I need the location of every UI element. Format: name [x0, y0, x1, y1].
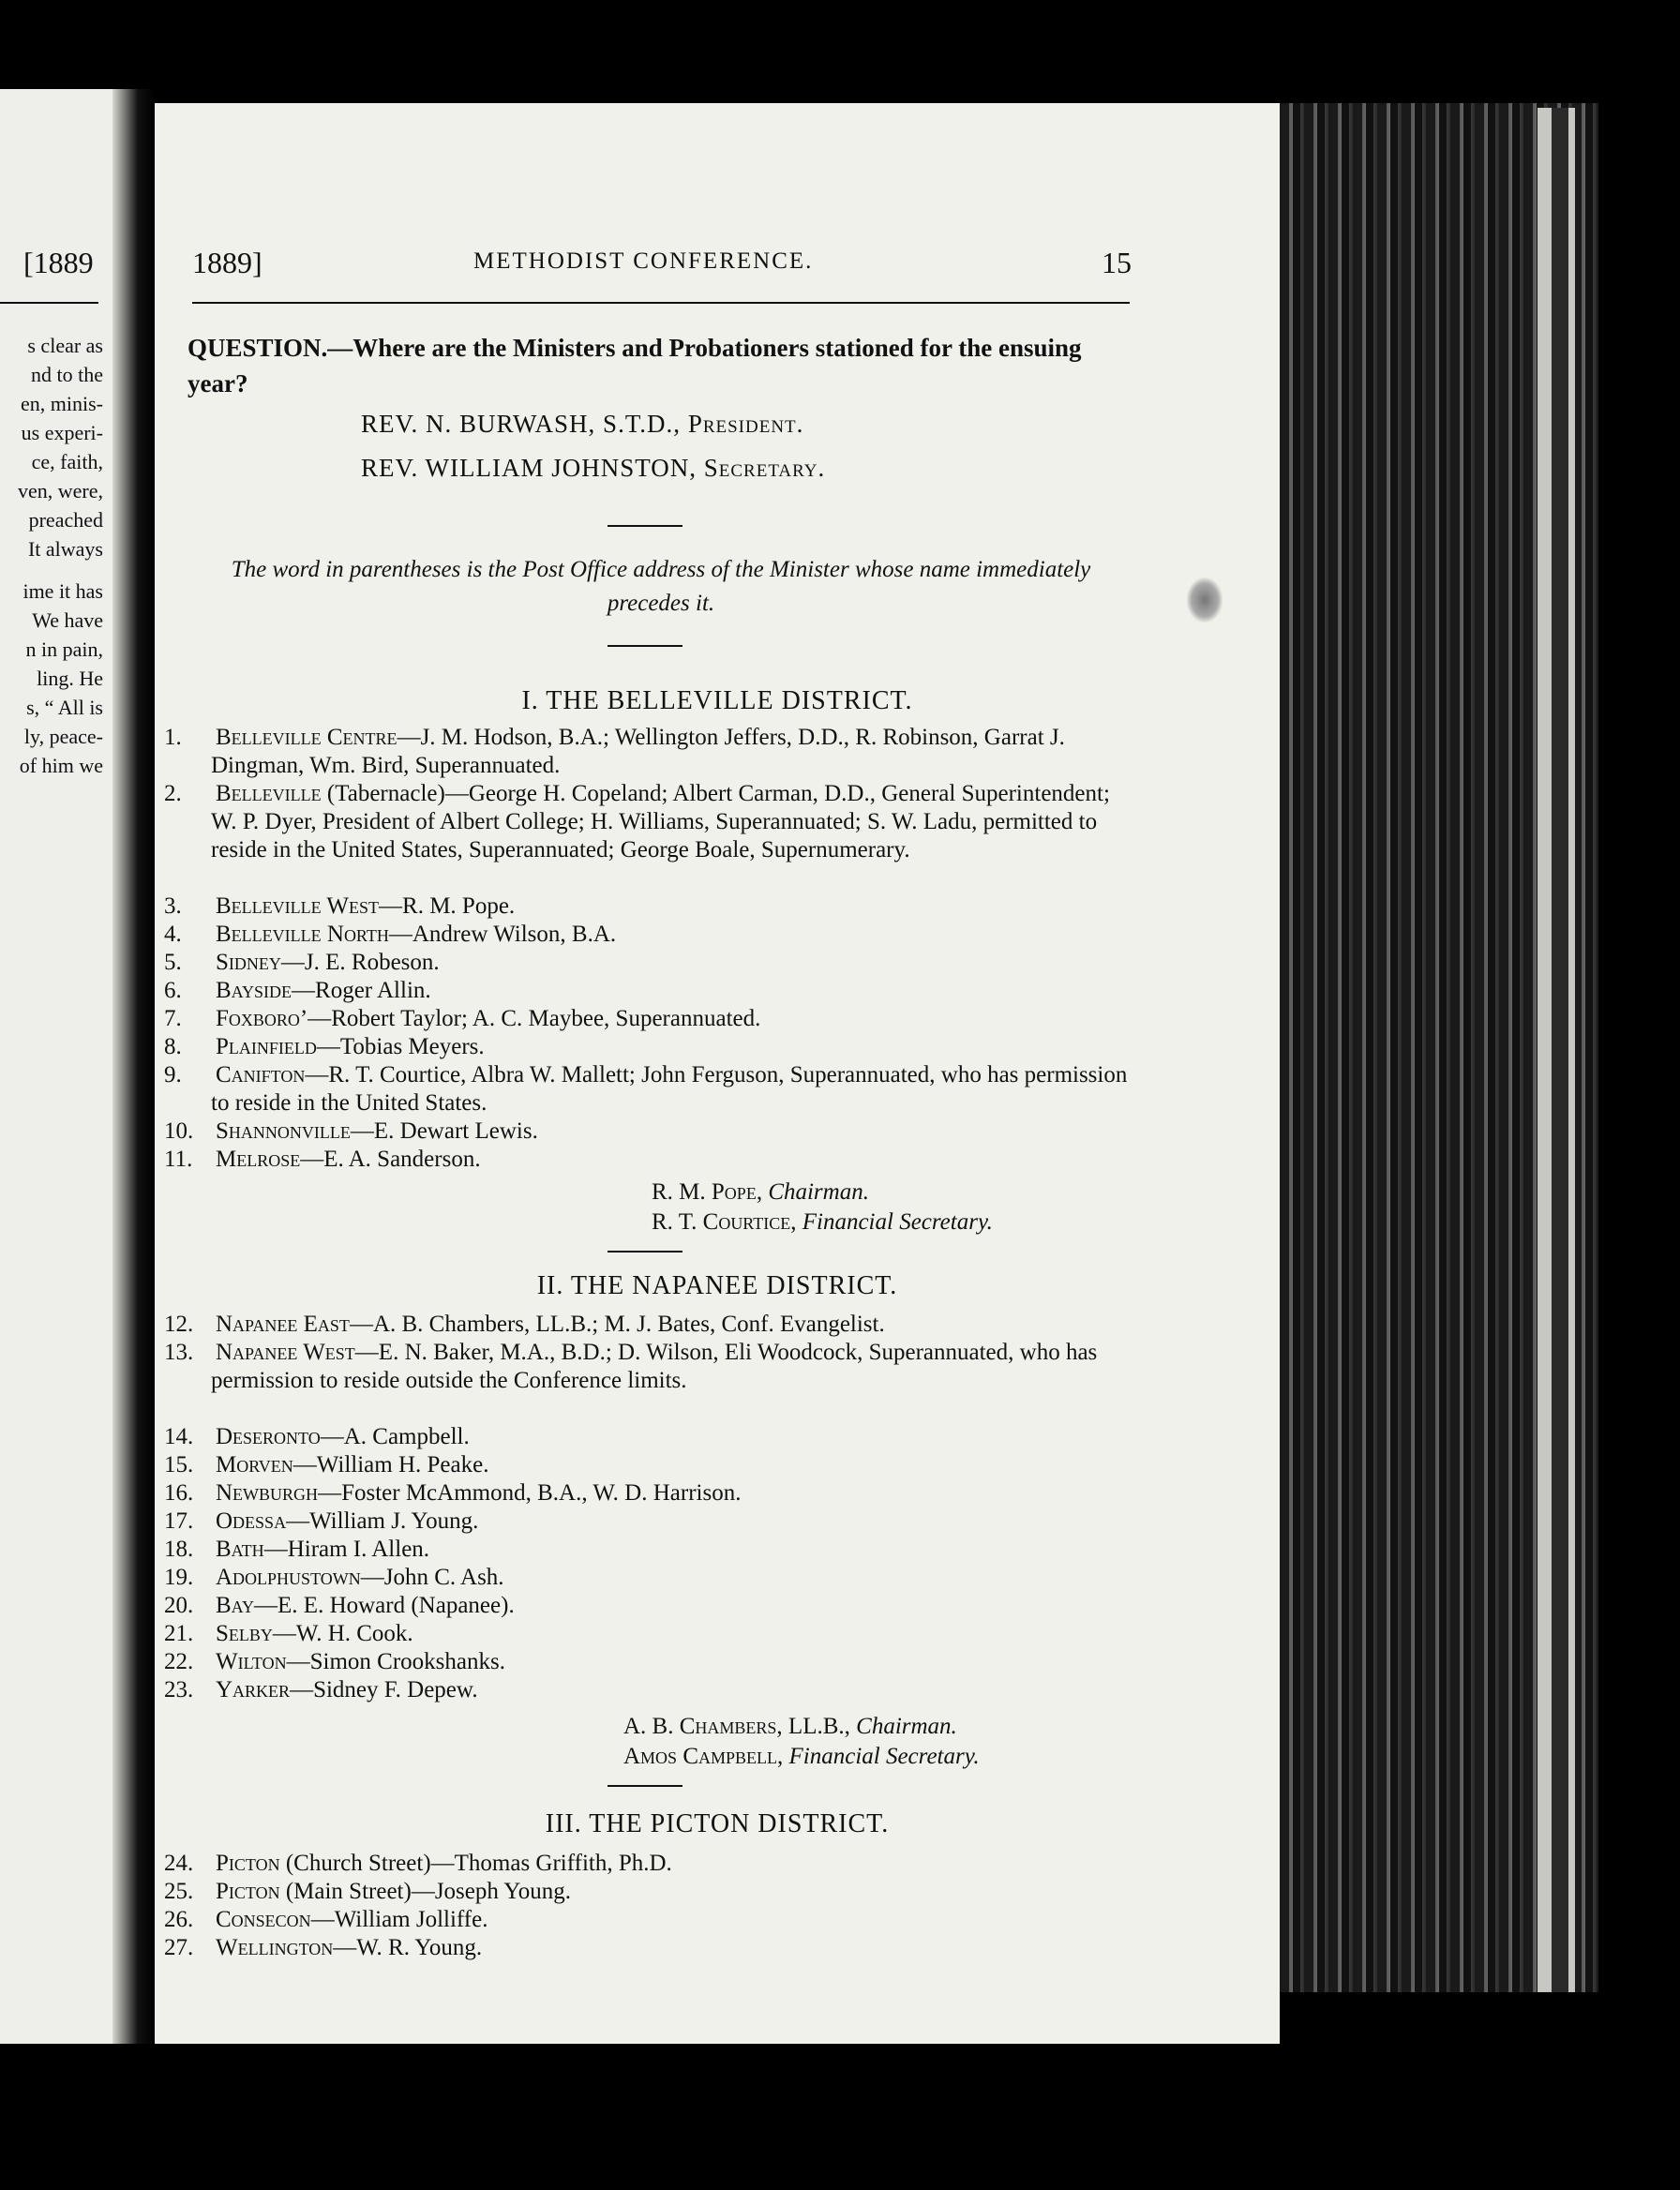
station-entry — [164, 1118, 1130, 1146]
officer-president — [361, 410, 803, 439]
station-number: 17. — [164, 1508, 194, 1534]
station-entry — [164, 977, 1130, 1005]
station-entry — [164, 1564, 1130, 1592]
station-number: 23. — [164, 1677, 194, 1702]
signature-name: R. M. Pope, — [652, 1179, 769, 1205]
district-title: III. THE PICTON DISTRICT. — [545, 1809, 890, 1838]
station-entry — [164, 1423, 1130, 1451]
page-stack-edge-dark — [1552, 108, 1568, 1992]
divider — [608, 645, 682, 647]
station-ministers: —Robert Taylor; A. C. Maybee, Superannuated. — [308, 1006, 761, 1031]
left-page-header: [1889 — [23, 246, 94, 279]
station-number: 21. — [164, 1621, 194, 1646]
left-page-fragment: n in pain, — [25, 638, 103, 661]
station-entry — [164, 1033, 1130, 1061]
left-page-fragment: preached — [28, 508, 103, 532]
station-number: 26. — [164, 1907, 194, 1932]
left-page-fragment: s clear as — [27, 334, 103, 357]
station-entry — [164, 780, 1130, 864]
station-number: 8. — [164, 1034, 182, 1059]
left-page-fragment: ly, peace- — [23, 725, 103, 748]
signature-role: Financial Secretary. — [788, 1744, 980, 1769]
station-entry — [164, 1536, 1130, 1564]
station-place: Selby — [216, 1621, 273, 1646]
header-year: 1889] — [192, 246, 262, 279]
station-entry — [164, 1146, 1130, 1174]
station-place: Newburgh — [216, 1480, 319, 1506]
station-entry — [164, 949, 1130, 977]
station-place: Belleville West — [216, 893, 380, 919]
station-entry — [164, 1311, 1130, 1339]
station-number: 24. — [164, 1851, 194, 1876]
district-signature — [623, 1744, 980, 1770]
station-number: 25. — [164, 1879, 194, 1904]
district-signature — [652, 1209, 993, 1236]
station-number: 3. — [164, 893, 182, 919]
station-number: 2. — [164, 781, 182, 806]
station-number: 22. — [164, 1649, 194, 1674]
address-note: The word in parentheses is the Post Office address of the Minister whose name immediately precedes it. — [231, 557, 1091, 616]
station-ministers: —E. Dewart Lewis. — [350, 1118, 538, 1144]
station-ministers: (Church Street)—Thomas Griffith, Ph.D. — [279, 1851, 672, 1876]
officer-title: President. — [687, 410, 804, 438]
station-ministers: —A. B. Chambers, LL.B.; M. J. Bates, Conf. Evangelist. — [349, 1312, 885, 1337]
station-ministers: —E. N. Baker, M.A., B.D.; D. Wilson, Eli Woodcock, Superannuated, who has permission to reside outside the Conference limits. — [211, 1340, 1098, 1393]
station-entry — [164, 1005, 1130, 1033]
header-rule — [192, 302, 1130, 304]
divider — [608, 525, 682, 527]
station-entry — [164, 1592, 1130, 1620]
officer-name: REV. N. BURWASH, S.T.D., — [361, 410, 682, 438]
district-signature — [652, 1179, 869, 1206]
station-number: 6. — [164, 978, 182, 1003]
station-place: Bay — [216, 1593, 255, 1618]
station-place: Picton — [216, 1851, 280, 1876]
station-ministers: —E. E. Howard (Napanee). — [254, 1593, 515, 1618]
station-place: Wilton — [216, 1649, 287, 1674]
station-place: Consecon — [216, 1907, 311, 1932]
station-place: Foxboro’ — [216, 1006, 308, 1031]
station-place: Yarker — [216, 1677, 291, 1702]
station-ministers: —J. E. Robeson. — [280, 950, 440, 975]
station-ministers: (Tabernacle)—George H. Copeland; Albert Carman, D.D., General Superintendent; W. P. Dyer, President of Albert College; H. Williams, Superannuated; S. W. Ladu, permitted to reside in the United States, Superannuated; George Boale, Supernumerary. — [211, 781, 1110, 862]
station-entry — [164, 1906, 1130, 1934]
station-entry — [164, 1508, 1130, 1536]
station-place: Bayside — [216, 978, 292, 1003]
station-number: 27. — [164, 1935, 194, 1960]
officer-name: REV. WILLIAM JOHNSTON, — [361, 454, 698, 482]
station-ministers: —A. Campbell. — [320, 1424, 470, 1449]
station-ministers: —W. R. Young. — [333, 1935, 483, 1960]
station-ministers: —Tobias Meyers. — [316, 1034, 485, 1059]
station-number: 18. — [164, 1537, 194, 1562]
officer-title: Secretary. — [703, 454, 826, 482]
station-number: 9. — [164, 1062, 182, 1088]
station-entry — [164, 1850, 1130, 1878]
station-number: 14. — [164, 1424, 194, 1449]
station-number: 12. — [164, 1312, 194, 1337]
station-entry — [164, 1339, 1130, 1395]
page-number: 15 — [1102, 246, 1132, 279]
station-place: Odessa — [216, 1508, 287, 1534]
station-ministers: —Roger Allin. — [292, 978, 431, 1003]
station-number: 10. — [164, 1118, 194, 1144]
station-number: 15. — [164, 1452, 194, 1478]
station-place: Deseronto — [216, 1424, 321, 1449]
station-place: Belleville North — [216, 922, 389, 947]
station-ministers: —Hiram I. Allen. — [263, 1537, 430, 1562]
station-ministers: —Simon Crookshanks. — [286, 1649, 505, 1674]
station-place: Canifton — [216, 1062, 306, 1088]
station-entry — [164, 724, 1130, 780]
signature-role: Chairman. — [768, 1179, 869, 1205]
station-entry — [164, 1620, 1130, 1648]
left-page-fragment: of him we — [19, 754, 103, 777]
station-ministers: —Foster McAmmond, B.A., W. D. Harrison. — [318, 1480, 742, 1506]
gutter-shadow — [112, 89, 155, 2044]
left-page-fragment: ven, were, — [17, 479, 103, 502]
station-entry — [164, 1648, 1130, 1676]
station-place: Sidney — [216, 950, 281, 975]
station-place: Adolphustown — [216, 1565, 361, 1590]
district-signature — [623, 1714, 957, 1740]
station-ministers: —R. M. Pope. — [379, 893, 516, 919]
signature-name: R. T. Courtice, — [652, 1209, 802, 1235]
station-ministers: —John C. Ash. — [360, 1565, 504, 1590]
left-page-fragment: s, “ All is — [26, 696, 103, 719]
station-ministers: —Andrew Wilson, B.A. — [388, 922, 617, 947]
station-ministers: —J. M. Hodson, B.A.; Wellington Jeffers, D.D., R. Robinson, Garrat J. Dingman, Wm. Bird, Superannuated. — [211, 725, 1065, 778]
left-page-fragment: ling. He — [37, 667, 103, 690]
station-number: 11. — [164, 1147, 193, 1172]
station-number: 16. — [164, 1480, 194, 1506]
left-page-rule — [0, 302, 98, 304]
station-number: 4. — [164, 922, 182, 947]
station-entry — [164, 892, 1130, 921]
station-ministers: —William J. Young. — [286, 1508, 479, 1534]
left-page-fragment: ime it has — [22, 579, 103, 603]
station-ministers: —R. T. Courtice, Albra W. Mallett; John Ferguson, Superannuated, who has permission to reside in the United States. — [211, 1062, 1128, 1116]
divider — [608, 1785, 682, 1787]
station-ministers: (Main Street)—Joseph Young. — [279, 1879, 571, 1904]
station-place: Melrose — [216, 1147, 301, 1172]
station-place: Picton — [216, 1879, 280, 1904]
left-page-fragment: ce, faith, — [31, 450, 103, 473]
station-entry — [164, 1451, 1130, 1479]
station-place: Belleville — [216, 781, 322, 806]
left-page-fragment: en, minis- — [21, 392, 103, 415]
signature-name: A. B. Chambers, LL.B., — [623, 1714, 857, 1739]
station-place: Morven — [216, 1452, 293, 1478]
divider — [608, 1251, 682, 1252]
station-place: Belleville Centre — [216, 725, 398, 750]
left-page-fragment: nd to the — [31, 363, 103, 386]
station-number: 13. — [164, 1340, 194, 1365]
running-title: METHODIST CONFERENCE. — [473, 248, 814, 274]
left-page-fragment: us experi- — [21, 421, 103, 444]
station-place: Napanee West — [216, 1340, 355, 1365]
left-page-fragment: It always — [27, 537, 103, 561]
station-place: Napanee East — [216, 1312, 350, 1337]
station-place: Bath — [216, 1537, 264, 1562]
station-ministers: —W. H. Cook. — [272, 1621, 413, 1646]
station-ministers: —William H. Peake. — [292, 1452, 489, 1478]
station-entry — [164, 1878, 1130, 1906]
station-ministers: —E. A. Sanderson. — [300, 1147, 481, 1172]
station-number: 20. — [164, 1593, 194, 1618]
station-number: 1. — [164, 725, 182, 750]
station-place: Plainfield — [216, 1034, 317, 1059]
district-title: I. THE BELLEVILLE DISTRICT. — [521, 686, 913, 715]
signature-role: Chairman. — [856, 1714, 957, 1739]
signature-name: Amos Campbell, — [623, 1744, 789, 1769]
station-ministers: —William Jolliffe. — [310, 1907, 488, 1932]
question-heading: QUESTION.—Where are the Ministers and Probationers stationed for the ensuing year? — [188, 334, 1082, 398]
station-place: Shannonville — [216, 1118, 351, 1144]
station-number: 5. — [164, 950, 182, 975]
station-number: 7. — [164, 1006, 182, 1031]
signature-role: Financial Secretary. — [802, 1209, 993, 1235]
station-entry — [164, 1479, 1130, 1508]
ink-smudge — [1186, 577, 1223, 623]
station-entry — [164, 1061, 1130, 1118]
district-title: II. THE NAPANEE DISTRICT. — [536, 1271, 898, 1300]
station-ministers: —Sidney F. Depew. — [290, 1677, 478, 1702]
station-entry — [164, 1934, 1130, 1962]
station-entry — [164, 921, 1130, 949]
officer-secretary — [361, 454, 825, 483]
left-page-fragment: We have — [32, 608, 103, 632]
station-number: 19. — [164, 1565, 194, 1590]
station-place: Wellington — [216, 1935, 334, 1960]
station-entry — [164, 1676, 1130, 1704]
